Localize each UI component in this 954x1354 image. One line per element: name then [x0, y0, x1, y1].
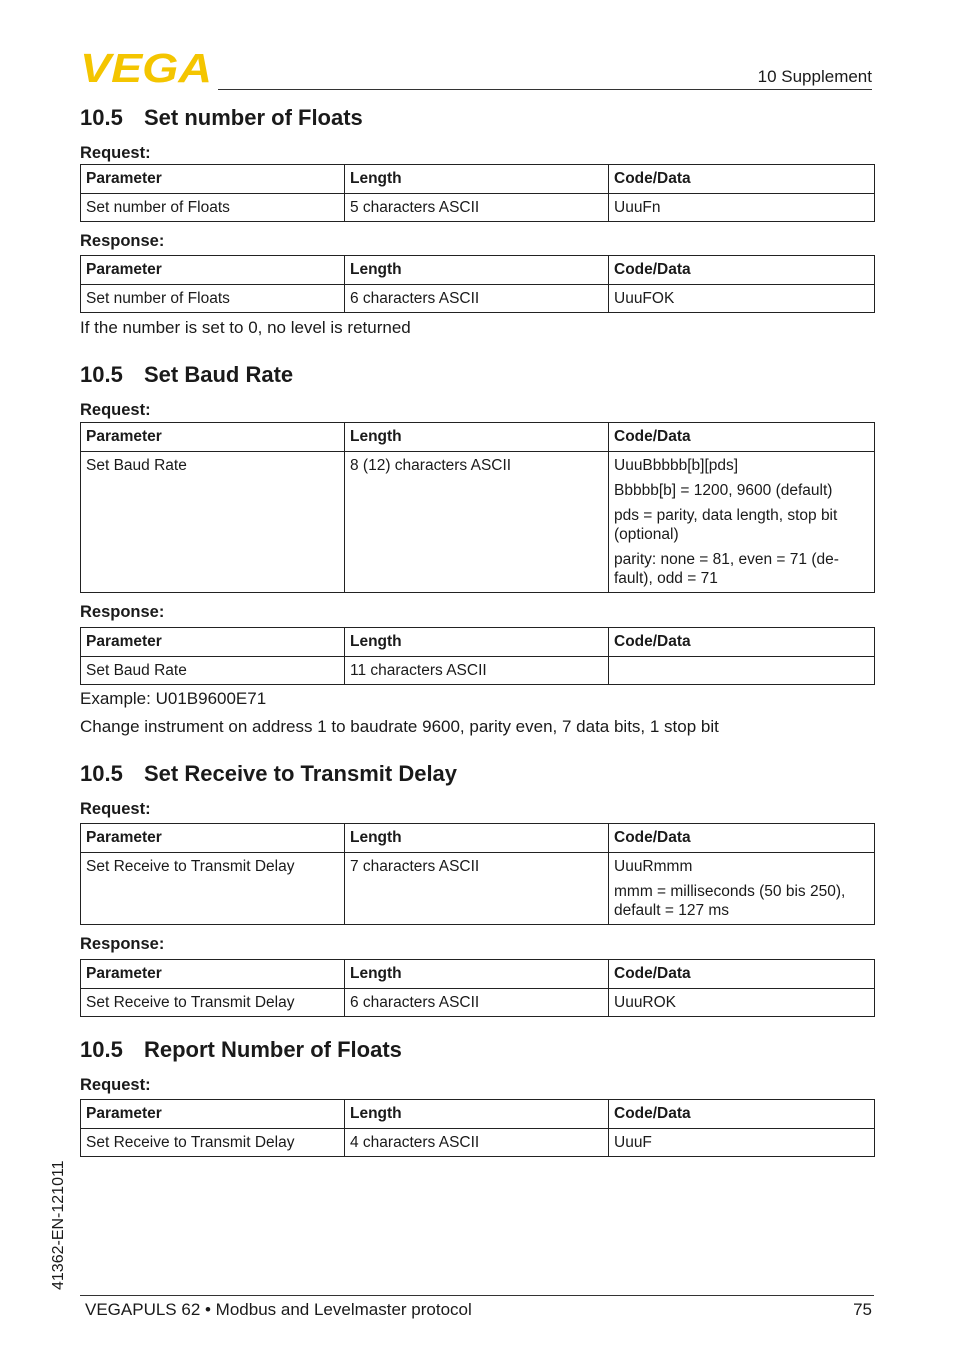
table-row: [81, 194, 875, 222]
response-label: Response:: [80, 603, 165, 621]
cell-parameter: Set Baud Rate: [81, 657, 345, 685]
footer-title: VEGAPULS 62 • Modbus and Levelmaster protocol: [85, 1300, 472, 1319]
cell-code-data: UuuFn: [609, 194, 875, 222]
request-table: [80, 823, 875, 925]
footer-divider: [80, 1295, 874, 1296]
table-header-row: [81, 824, 875, 853]
section-heading: [80, 1039, 874, 1061]
header-length: Length: [345, 628, 609, 657]
request-table: [80, 422, 875, 593]
response-table: [80, 255, 875, 313]
table-row: [81, 452, 875, 593]
table-header-row: [81, 165, 875, 194]
request-table: [80, 1099, 875, 1157]
section-heading: [80, 107, 874, 129]
header-section-title: 10 Supplement: [757, 67, 872, 86]
cell-code-data: UuuF: [609, 1129, 875, 1157]
request-table: [80, 164, 875, 222]
cell-length: 7 characters ASCII: [345, 853, 609, 925]
header-parameter: Parameter: [81, 256, 345, 285]
section-number: 10.5: [80, 362, 123, 387]
cell-length: 6 characters ASCII: [345, 285, 609, 313]
table-header-row: [81, 423, 875, 452]
table-header-row: [81, 1100, 875, 1129]
header-parameter: Parameter: [81, 165, 345, 194]
section-title: Report Number of Floats: [144, 1037, 402, 1062]
cell-code-data: [609, 452, 875, 593]
header-length: Length: [345, 824, 609, 853]
cell-parameter: Set Baud Rate: [81, 452, 345, 593]
header-code-data: Code/Data: [609, 960, 875, 989]
header-length: Length: [345, 423, 609, 452]
request-label: Request:: [80, 144, 151, 162]
table-header-row: [81, 256, 875, 285]
header-code-data: Code/Data: [609, 165, 875, 194]
cell-length: 8 (12) characters ASCII: [345, 452, 609, 593]
section-number: 10.5: [80, 105, 123, 130]
section-number: 10.5: [80, 761, 123, 786]
request-label: Request:: [80, 800, 151, 818]
table-row: [81, 989, 875, 1017]
code-line: UuuRmmm: [614, 858, 693, 875]
header-parameter: Parameter: [81, 1100, 345, 1129]
header-length: Length: [345, 256, 609, 285]
page-number: 75: [853, 1300, 872, 1319]
header-code-data: Code/Data: [609, 628, 875, 657]
cell-code-data: UuuFOK: [609, 285, 875, 313]
response-label: Response:: [80, 935, 165, 953]
section-title: Set number of Floats: [144, 105, 363, 130]
request-label: Request:: [80, 1076, 151, 1094]
cell-code-data: [609, 657, 875, 685]
table-row: [81, 657, 875, 685]
code-line: Bbbbb[b] = 1200, 9600 (default): [614, 482, 833, 499]
table-row: [81, 1129, 875, 1157]
cell-length: 5 characters ASCII: [345, 194, 609, 222]
table-row: [81, 853, 875, 925]
cell-code-data: UuuROK: [609, 989, 875, 1017]
header-parameter: Parameter: [81, 824, 345, 853]
header-code-data: Code/Data: [609, 824, 875, 853]
header-code-data: Code/Data: [609, 256, 875, 285]
response-table: [80, 627, 875, 685]
header-divider: [218, 89, 872, 90]
cell-length: 6 characters ASCII: [345, 989, 609, 1017]
header-code-data: Code/Data: [609, 1100, 875, 1129]
section-note: Example: U01B9600E71: [80, 689, 267, 708]
cell-length: 11 characters ASCII: [345, 657, 609, 685]
cell-parameter: Set Receive to Transmit Delay: [81, 853, 345, 925]
section-number: 10.5: [80, 1037, 123, 1062]
vega-logo: [80, 50, 212, 84]
document-number: 41362-EN-121011: [50, 1160, 67, 1290]
cell-parameter: Set number of Floats: [81, 285, 345, 313]
response-table: [80, 959, 875, 1017]
section-note: Change instrument on address 1 to baudrate 9600, parity even, 7 data bits, 1 stop bit: [80, 717, 719, 736]
section-note: If the number is set to 0, no level is returned: [80, 318, 411, 337]
header-parameter: Parameter: [81, 628, 345, 657]
cell-code-data: [609, 853, 875, 925]
logo-text: VEGA: [80, 50, 212, 84]
table-header-row: [81, 960, 875, 989]
code-line: UuuBbbbb[b][pds]: [614, 457, 739, 474]
header-parameter: Parameter: [81, 960, 345, 989]
request-label: Request:: [80, 401, 151, 419]
section-heading: [80, 763, 874, 785]
cell-parameter: Set Receive to Transmit Delay: [81, 989, 345, 1017]
cell-length: 4 characters ASCII: [345, 1129, 609, 1157]
code-line: pds = parity, data length, stop bit (optional): [614, 507, 838, 543]
table-row: [81, 285, 875, 313]
header-code-data: Code/Data: [609, 423, 875, 452]
section-heading: [80, 364, 874, 386]
section-title: Set Receive to Transmit Delay: [144, 761, 458, 786]
header-parameter: Parameter: [81, 423, 345, 452]
section-title: Set Baud Rate: [144, 362, 294, 387]
header-length: Length: [345, 1100, 609, 1129]
cell-parameter: Set number of Floats: [81, 194, 345, 222]
code-line: parity: none = 81, even = 71 (de-fault), odd = 71: [614, 551, 839, 587]
code-line: mmm = milliseconds (50 bis 250), default = 127 ms: [614, 883, 846, 919]
page-content: [80, 100, 874, 1157]
response-label: Response:: [80, 232, 165, 250]
header-length: Length: [345, 165, 609, 194]
header-length: Length: [345, 960, 609, 989]
table-header-row: [81, 628, 875, 657]
cell-parameter: Set Receive to Transmit Delay: [81, 1129, 345, 1157]
